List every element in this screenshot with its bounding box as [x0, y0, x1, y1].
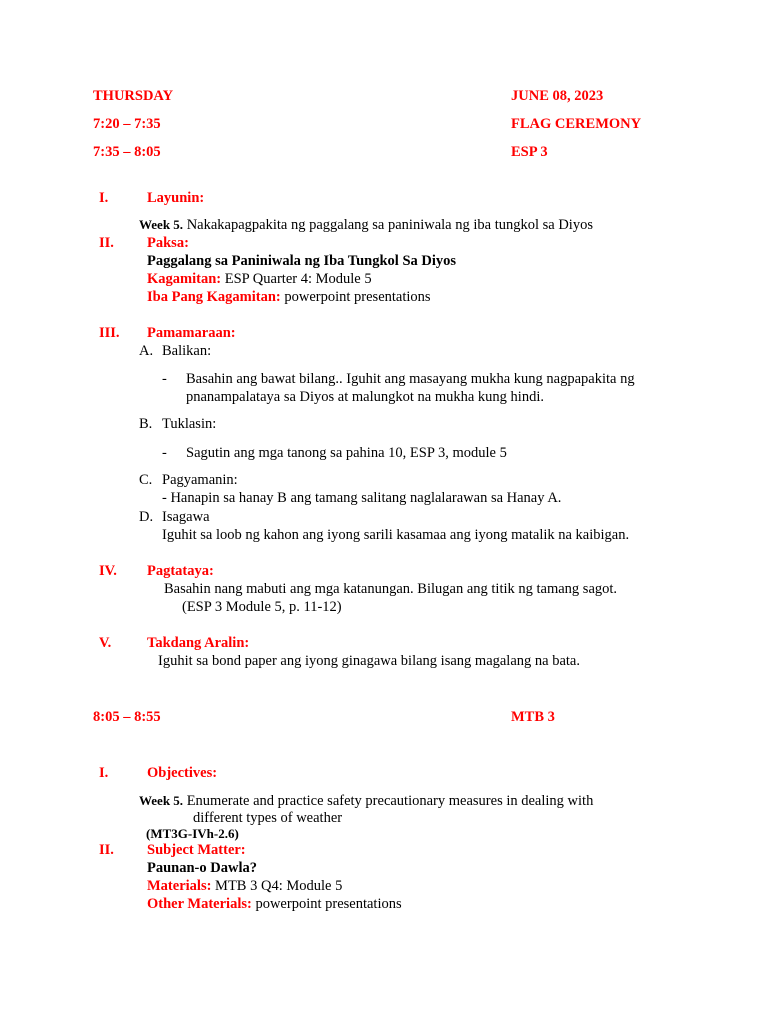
- time-slot-3: 8:05 – 8:55: [93, 709, 161, 725]
- evaluation-line-1: Basahin nang mabuti ang mga katanungan. Bilugan ang titik ng tamang sagot.: [164, 581, 618, 597]
- step-b-label: Tuklasin:: [162, 416, 217, 432]
- mtb-other-materials-label: Other Materials:: [147, 896, 252, 912]
- homework-line: Iguhit sa bond paper ang iyong ginagawa bilang isang magalang na bata.: [158, 653, 580, 669]
- step-d-line: Iguhit sa loob ng kahon ang iyong sarili kasamaa ang iyong matalik na kaibigan.: [162, 527, 630, 543]
- step-b-letter: B.: [139, 416, 153, 432]
- step-d-label: Isagawa: [162, 509, 210, 525]
- esp-week-label: Week 5.: [139, 217, 184, 232]
- time-slot-1: 7:20 – 7:35: [93, 116, 161, 132]
- date-label: JUNE 08, 2023: [511, 88, 604, 104]
- mtb-section-1-number: I.: [99, 765, 109, 781]
- mtb-section-2-number: II.: [99, 842, 114, 858]
- esp-materials: [147, 270, 372, 288]
- mtb-materials: [147, 877, 342, 895]
- esp-other-materials-value: powerpoint presentations: [280, 289, 431, 305]
- step-c-line: - Hanapin sa hanay B ang tamang salitang naglalarawan sa Hanay A.: [162, 490, 562, 506]
- esp-materials-label: Kagamitan:: [147, 271, 222, 287]
- mtb-other-materials-value: powerpoint presentations: [251, 896, 402, 912]
- step-b-dash: -: [162, 445, 167, 461]
- esp-week-text: Nakakapagpakita ng paggalang sa paniniwala ng iba tungkol sa Diyos: [183, 217, 593, 233]
- esp-materials-value: ESP Quarter 4: Module 5: [221, 271, 372, 287]
- mtb-week-text: Enumerate and practice safety precautionary measures in dealing with: [183, 793, 594, 809]
- evaluation-line-2: (ESP 3 Module 5, p. 11-12): [182, 599, 342, 615]
- mtb-competency-code: (MT3G-IVh-2.6): [146, 826, 239, 841]
- day-label: THURSDAY: [93, 88, 174, 104]
- step-d-letter: D.: [139, 509, 154, 525]
- esp-topic: Paggalang sa Paniniwala ng Iba Tungkol Sa Diyos: [147, 253, 457, 269]
- subject-mtb: MTB 3: [511, 709, 555, 725]
- step-a-line-1: Basahin ang bawat bilang.. Iguhit ang masayang mukha kung nagpapakita ng: [186, 371, 635, 387]
- step-a-line-2: pnanampalataya sa Diyos at malungkot na mukha kung hindi.: [186, 389, 544, 405]
- step-c-label: Pagyamanin:: [162, 472, 238, 488]
- subject-esp: ESP 3: [511, 144, 548, 160]
- esp-other-materials: [147, 288, 431, 306]
- mtb-week-line-2: different types of weather: [193, 810, 343, 826]
- esp-section-2-number: II.: [99, 235, 114, 251]
- mtb-topic: Paunan-o Dawla?: [147, 860, 257, 876]
- activity-flag-ceremony: FLAG CEREMONY: [511, 116, 642, 132]
- esp-week-objective: [139, 216, 593, 234]
- esp-section-5-title: Takdang Aralin:: [147, 635, 250, 651]
- mtb-other-materials: [147, 895, 402, 913]
- step-b-line: Sagutin ang mga tanong sa pahina 10, ESP 3, module 5: [186, 445, 507, 461]
- step-c-letter: C.: [139, 472, 153, 488]
- esp-section-4-title: Pagtataya:: [147, 563, 214, 579]
- step-a-dash: -: [162, 371, 167, 387]
- mtb-materials-label: Materials:: [147, 878, 212, 894]
- esp-section-4-number: IV.: [99, 563, 117, 579]
- mtb-materials-value: MTB 3 Q4: Module 5: [211, 878, 343, 894]
- mtb-section-2-title: Subject Matter:: [147, 842, 246, 858]
- time-slot-2: 7:35 – 8:05: [93, 144, 161, 160]
- esp-section-1-number: I.: [99, 190, 109, 206]
- esp-other-materials-label: Iba Pang Kagamitan:: [147, 289, 281, 305]
- step-a-letter: A.: [139, 343, 154, 359]
- esp-section-1-title: Layunin:: [147, 190, 205, 206]
- esp-section-3-title: Pamamaraan:: [147, 325, 236, 341]
- esp-section-3-number: III.: [99, 325, 120, 341]
- mtb-week-label: Week 5.: [139, 793, 184, 808]
- esp-section-5-number: V.: [99, 635, 112, 651]
- mtb-week-objective: [139, 792, 593, 810]
- mtb-section-1-title: Objectives:: [147, 765, 218, 781]
- step-a-label: Balikan:: [162, 343, 212, 359]
- esp-section-2-title: Paksa:: [147, 235, 189, 251]
